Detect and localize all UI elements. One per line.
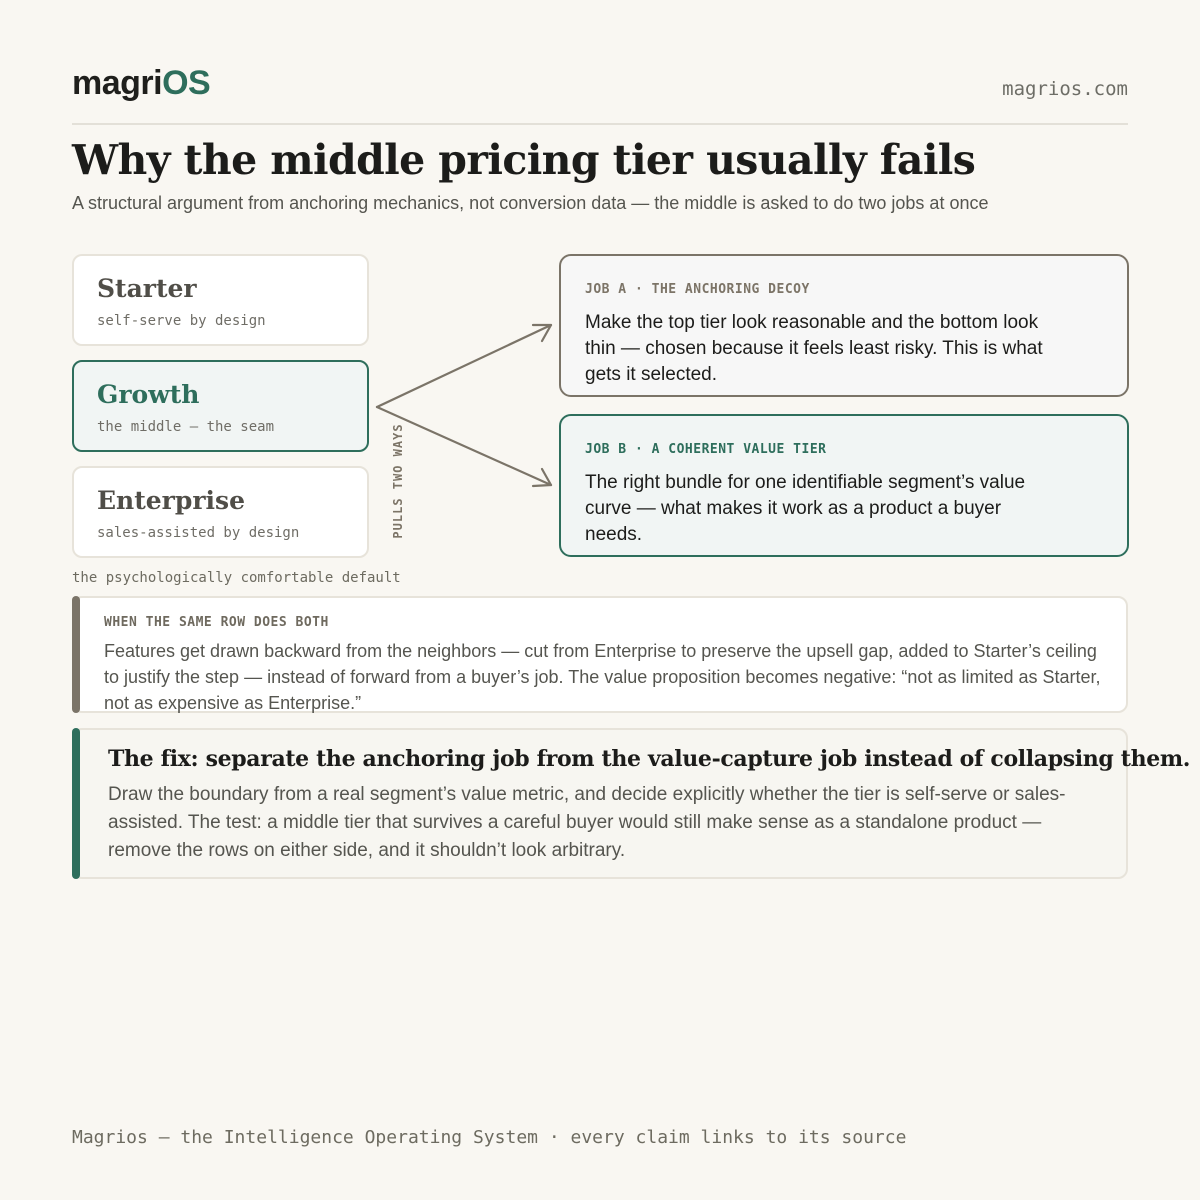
arrowhead-job-b: [533, 469, 551, 486]
arrowhead-job-a: [533, 325, 551, 341]
tier-name: Growth: [97, 380, 200, 409]
callout-accent-bar: [72, 728, 80, 879]
job-description: The right bundle for one identifiable segment’s value curve — what makes it work as a product a buyer needs.: [585, 472, 1026, 545]
job-description: Make the top tier look reasonable and the bottom look thin — chosen because it feels least risky. This is what gets it selected.: [585, 312, 1043, 385]
brand-name: magri: [72, 64, 163, 102]
brand-logo: [72, 64, 210, 103]
callout-fix: [72, 728, 1191, 879]
tier-name: Starter: [97, 274, 197, 303]
fix-text: Draw the boundary from a real segment’s value metric, and decide explicitly whether the tier is self-serve or sales-assisted. The test: a middle tier that survives a careful buyer would still make sense as a standalone product — remove the rows on either side, and it shouldn’t look arbitrary.: [108, 784, 1066, 861]
callout-text: Features get drawn backward from the neighbors — cut from Enterprise to preserve the upsell gap, added to Starter’s ceiling to justify the step — instead of forward from a buyer’s job. The value proposition becomes negative: “not as limited as Starter, not as expensive as Enterprise.”: [104, 641, 1101, 713]
footer-tagline: Magrios — the Intelligence Operating System · every claim links to its source: [72, 1127, 907, 1148]
tier-card-enterprise: [72, 466, 369, 558]
tier-description: the middle — the seam: [97, 419, 275, 435]
page-subtitle: A structural argument from anchoring mechanics, not conversion data — the middle is asked to do two jobs at once: [72, 193, 989, 213]
job-label: JOB B · A COHERENT VALUE TIER: [585, 442, 827, 457]
site-domain: magrios.com: [1002, 78, 1128, 100]
callout-accent-bar: [72, 596, 80, 713]
brand-name-accent: OS: [162, 64, 211, 102]
job-card-anchoring-decoy: [559, 254, 1129, 397]
callout-same-row: [72, 596, 1128, 713]
job-label: JOB A · THE ANCHORING DECOY: [585, 282, 810, 297]
callout-label: WHEN THE SAME ROW DOES BOTH: [104, 615, 329, 630]
tier-stack-caption: the psychologically comfortable default: [72, 570, 401, 586]
tier-description: self-serve by design: [97, 313, 266, 329]
connector-label: PULLS TWO WAYS: [391, 423, 405, 539]
tier-card-growth: [72, 360, 369, 452]
job-card-value-tier: [559, 414, 1129, 557]
arrow-to-job-a: [377, 325, 551, 407]
fix-heading: The fix: separate the anchoring job from the value-capture job instead of collapsing them.: [108, 746, 1191, 772]
tier-description: sales-assisted by design: [97, 525, 300, 541]
tier-name: Enterprise: [97, 486, 245, 515]
page-title: Why the middle pricing tier usually fails: [72, 136, 976, 184]
tier-card-starter: [72, 254, 369, 346]
header-divider: [72, 123, 1128, 125]
